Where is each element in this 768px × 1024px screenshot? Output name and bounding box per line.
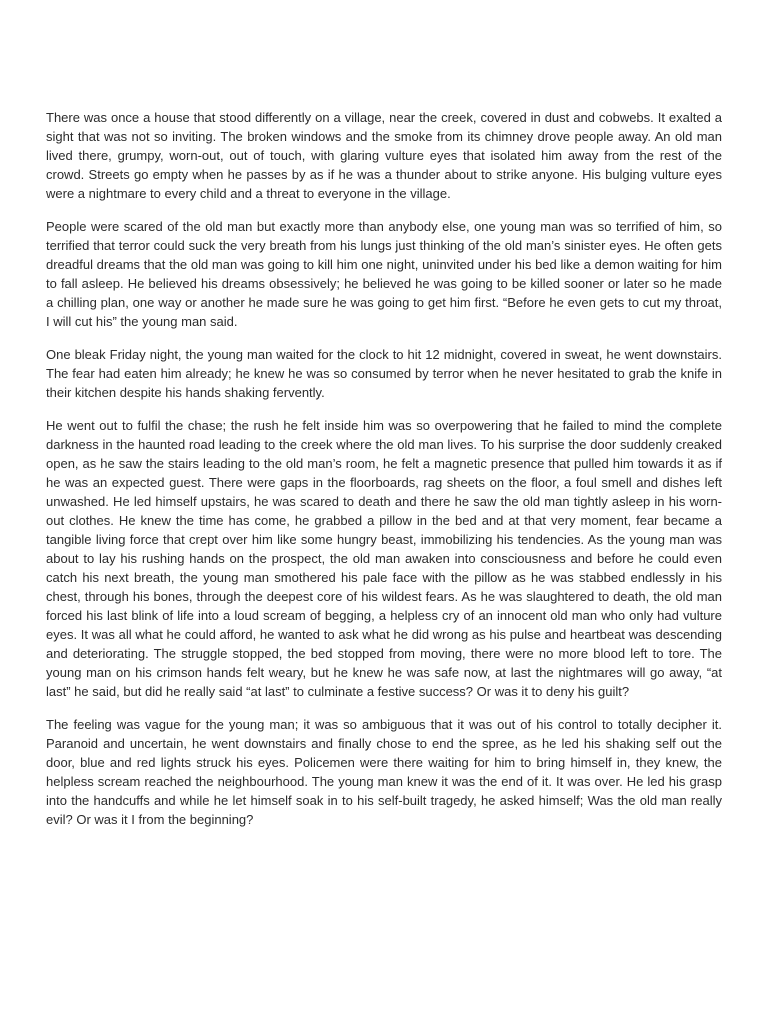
paragraph-2: People were scared of the old man but exactly more than anybody else, one young man was so terrified of him, so terrified that terror could suck the very breath from his lungs just thinking of the old man’s sinister eyes. He often gets dreadful dreams that the old man was going to kill him one night, uninvited under his bed like a demon waiting for him to fall asleep. He believed his dreams obsessively; he believed he was going to be killed sooner or later so he made a chilling plan, one way or another he made sure he was going to get him first. “Before he even gets to cut my throat, I will cut his” the young man said.: [46, 219, 722, 329]
paragraph-4: He went out to fulfil the chase; the rush he felt inside him was so overpowering that he failed to mind the complete darkness in the haunted road leading to the creek where the old man lives. To his surprise the door suddenly creaked open, as he saw the stairs leading to the old man’s room, he felt a magnetic presence that pulled him towards it as if he was an expected guest. There were gaps in the floorboards, rag sheets on the floor, a foul smell and dishes left unwashed. He led himself upstairs, he was scared to death and there he saw the old man tightly asleep in his worn-out clothes. He knew the time has come, he grabbed a pillow in the bed and at that very moment, fear became a tangible living force that crept over him like some hungry beast, immobilizing his tendencies. As the young man was about to lay his rushing hands on the prospect, the old man awaken into consciousness and before he could even catch his next breath, the young man smothered his pale face with the pillow as he was stabbed endlessly in his chest, through his bones, through the deepest core of his wildest fears. As he was slaughtered to death, the old man forced his last blink of life into a loud scream of begging, a helpless cry of an innocent old man who only had vulture eyes. It was all what he could afford, he wanted to ask what he did wrong as his pulse and heartbeat was descending and deteriorating. The struggle stopped, the bed stopped from moving, there were no more blood left to tore. The young man on his crimson hands felt weary, but he knew he was safe now, at last the nightmares will go away, “at last” he said, but did he really said “at last” to culminate a festive success? Or was it to deny his guilt?: [46, 418, 722, 699]
paragraph-1: There was once a house that stood differently on a village, near the creek, covered in dust and cobwebs. It exalted a sight that was not so inviting. The broken windows and the smoke from its chimney drove people away. An old man lived there, grumpy, worn-out, out of touch, with glaring vulture eyes that isolated him away from the rest of the crowd. Streets go empty when he passes by as if he was a thunder about to strike anyone. His bulging vulture eyes were a nightmare to every child and a threat to everyone in the village.: [46, 110, 722, 201]
paragraph-5: The feeling was vague for the young man; it was so ambiguous that it was out of his control to totally decipher it. Paranoid and uncertain, he went downstairs and finally chose to end the spree, as he led his shaking self out the door, blue and red lights struck his eyes. Policemen were there waiting for him to bring himself in, they knew, the helpless scream reached the neighbourhood. The young man knew it was the end of it. It was over. He led his grasp into the handcuffs and while he let himself soak in to his self-built tragedy, he asked himself; Was the old man really evil? Or was it I from the beginning?: [46, 717, 722, 827]
document-body: [46, 108, 722, 843]
paragraph-3: One bleak Friday night, the young man waited for the clock to hit 12 midnight, covered in sweat, he went downstairs. The fear had eaten him already; he knew he was so consumed by terror when he never hesitated to grab the knife in their kitchen despite his hands shaking fervently.: [46, 347, 722, 400]
